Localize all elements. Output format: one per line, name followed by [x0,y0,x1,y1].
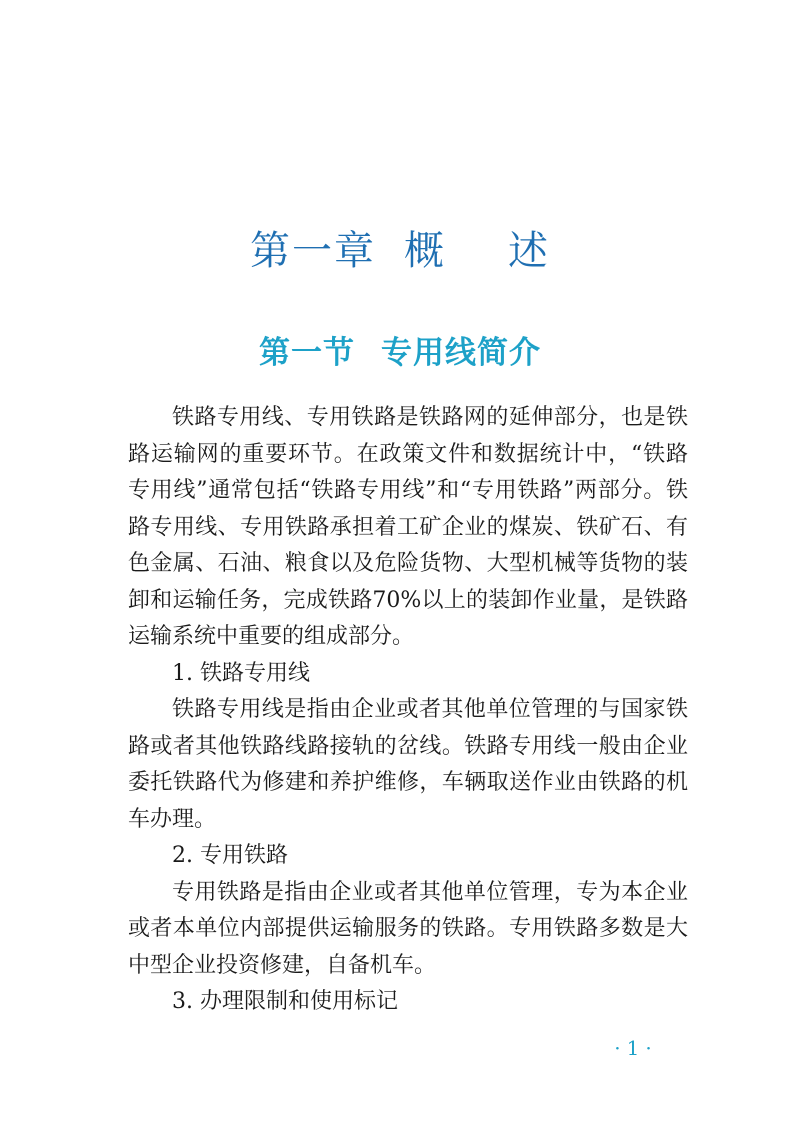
chapter-title-part2: 述 [508,228,550,274]
section-title-text: 专用线简介 [381,335,541,371]
chapter-title-part1: 概 [404,228,446,274]
paragraph-railway-siding: 铁路专用线是指由企业或者其他单位管理的与国家铁路或者其他铁路线路接轨的岔线。铁路专用线一般由企业委托铁路代为修建和养护维修，车辆取送作业由铁路的机车办理。 [128,697,688,832]
section-label: 第一节 [259,335,355,371]
section-title [0,330,800,376]
paragraph-dedicated-railway: 专用铁路是指由企业或者其他单位管理，专为本企业或者本单位内部提供运输服务的铁路。专用铁路多数是大中型企业投资修建，自备机车。 [128,879,688,978]
page-number: ·1· [614,1036,658,1060]
subheading-handling-restrictions: 3. 办理限制和使用标记 [172,989,398,1014]
chapter-label: 第一章 [250,228,376,274]
chapter-title [0,222,800,280]
paragraph-intro: 铁路专用线、专用铁路是铁路网的延伸部分，也是铁路运输网的重要环节。在政策文件和数据统计中，“铁路专用线”通常包括“铁路专用线”和“专用铁路”两部分。铁路专用线、专用铁路承担着工矿企业的煤炭、铁矿石、有色金属、石油、粮食以及危险货物、大型机械等货物的装卸和运输任务，完成铁路70%以上的装卸作业量，是铁路运输系统中重要的组成部分。 [128,405,688,649]
subheading-dedicated-railway: 2. 专用铁路 [172,843,288,868]
subheading-railway-siding: 1. 铁路专用线 [172,660,310,686]
body-text [128,400,688,1021]
